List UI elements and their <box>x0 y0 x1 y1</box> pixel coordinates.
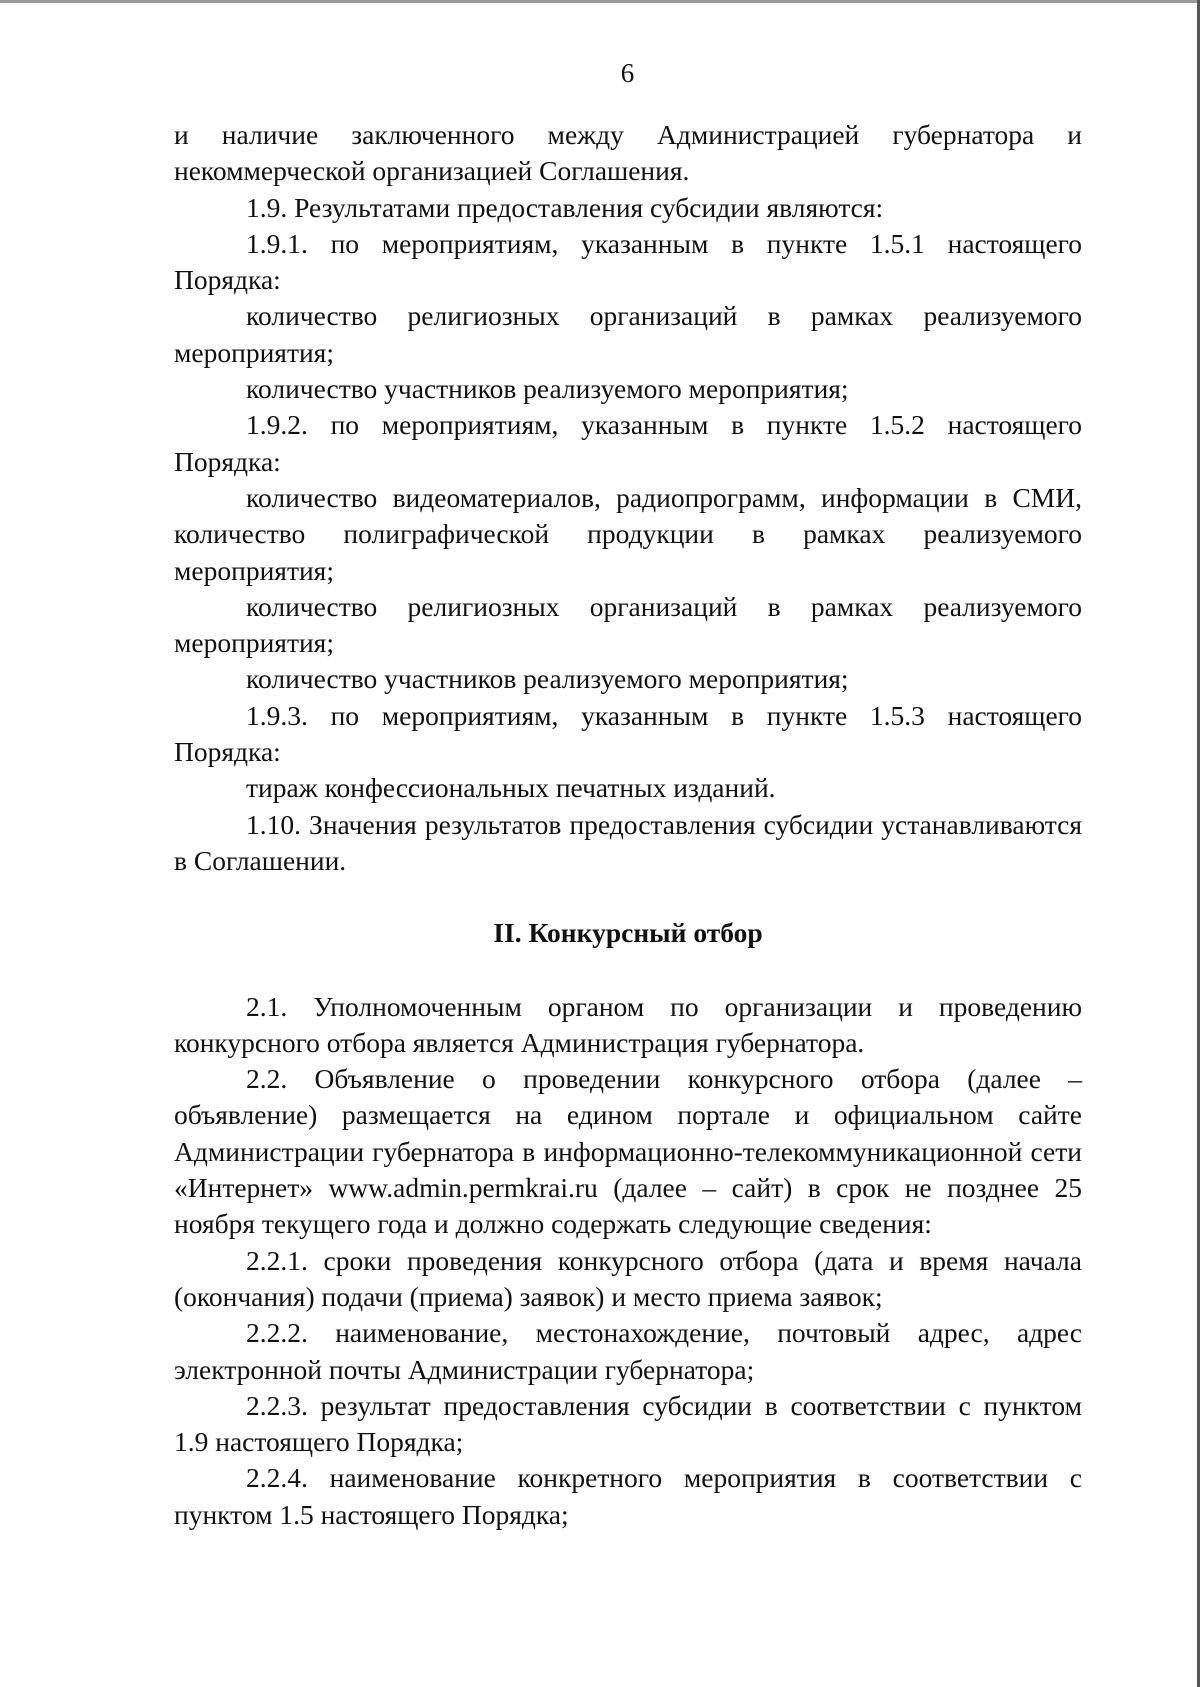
paragraph-1-9-2: 1.9.2. по мероприятиям, указанным в пункте 1.5.2 настоящего Порядка: <box>174 409 1082 477</box>
paragraph-1-9-2-b: количество религиозных организаций в рамках реализуемого мероприятия; <box>174 590 1082 659</box>
paragraph-1-9-2-c: количество участников реализуемого мероприятия; <box>246 663 849 695</box>
page-top-edge <box>0 0 1200 3</box>
paragraph-1-10: 1.10. Значения результатов предоставления субсидии устанавливаются в Соглашении. <box>174 808 1082 876</box>
paragraph-1-9: 1.9. Результатами предоставления субсидии являются: <box>246 191 884 223</box>
paragraph-2-2-1: 2.2.1. сроки проведения конкурсного отбора (дата и время начала (окончания) подачи (приема) заявок) и место приема заявок; <box>174 1244 1082 1312</box>
paragraph-1-9-1-b: количество участников реализуемого мероприятия; <box>246 373 849 405</box>
paragraph-2-2-3: 2.2.3. результат предоставления субсидии в соответствии с пунктом 1.9 настоящего Порядка; <box>174 1389 1082 1458</box>
document-body <box>174 117 1082 1533</box>
paragraph-2-2: 2.2. Объявление о проведении конкурсного отбора (далее – объявление) размещается на едином портале и официальном сайте Администрации губернатора в информационно-телекоммуникационной сети «Интернет» www.admin.permkrai.ru (далее – сайт) в срок не позднее 25 ноября текущего года и должно содержать следующие сведения: <box>174 1063 1082 1240</box>
paragraph-1-9-3: 1.9.3. по мероприятиям, указанным в пункте 1.5.3 настоящего Порядка: <box>174 699 1082 768</box>
section-heading: II. Конкурсный отбор <box>493 917 763 949</box>
paragraph-1-9-1: 1.9.1. по мероприятиям, указанным в пункте 1.5.1 настоящего Порядка: <box>174 227 1082 296</box>
paragraph-0: и наличие заключенного между Администрацией губернатора и некоммерческой организацией Соглашения. <box>174 119 1082 187</box>
page-number: 6 <box>620 58 635 88</box>
paragraph-2-1: 2.1. Уполномоченным органом по организации и проведению конкурсного отбора является Администрация губернатора. <box>174 990 1082 1058</box>
paragraph-1-9-2-a: количество видеоматериалов, радиопрограмм, информации в СМИ, количество полиграфической продукции в рамках реализуемого мероприятия; <box>174 481 1082 586</box>
paragraph-1-9-3-a: тираж конфессиональных печатных изданий. <box>246 772 776 804</box>
paragraph-2-2-4: 2.2.4. наименование конкретного мероприятия в соответствии с пунктом 1.5 настоящего Порядка; <box>174 1462 1082 1530</box>
paragraph-2-2-2: 2.2.2. наименование, местонахождение, почтовый адрес, адрес электронной почты Администрации губернатора; <box>174 1317 1082 1385</box>
paragraph-1-9-1-a: количество религиозных организаций в рамках реализуемого мероприятия; <box>174 300 1082 368</box>
